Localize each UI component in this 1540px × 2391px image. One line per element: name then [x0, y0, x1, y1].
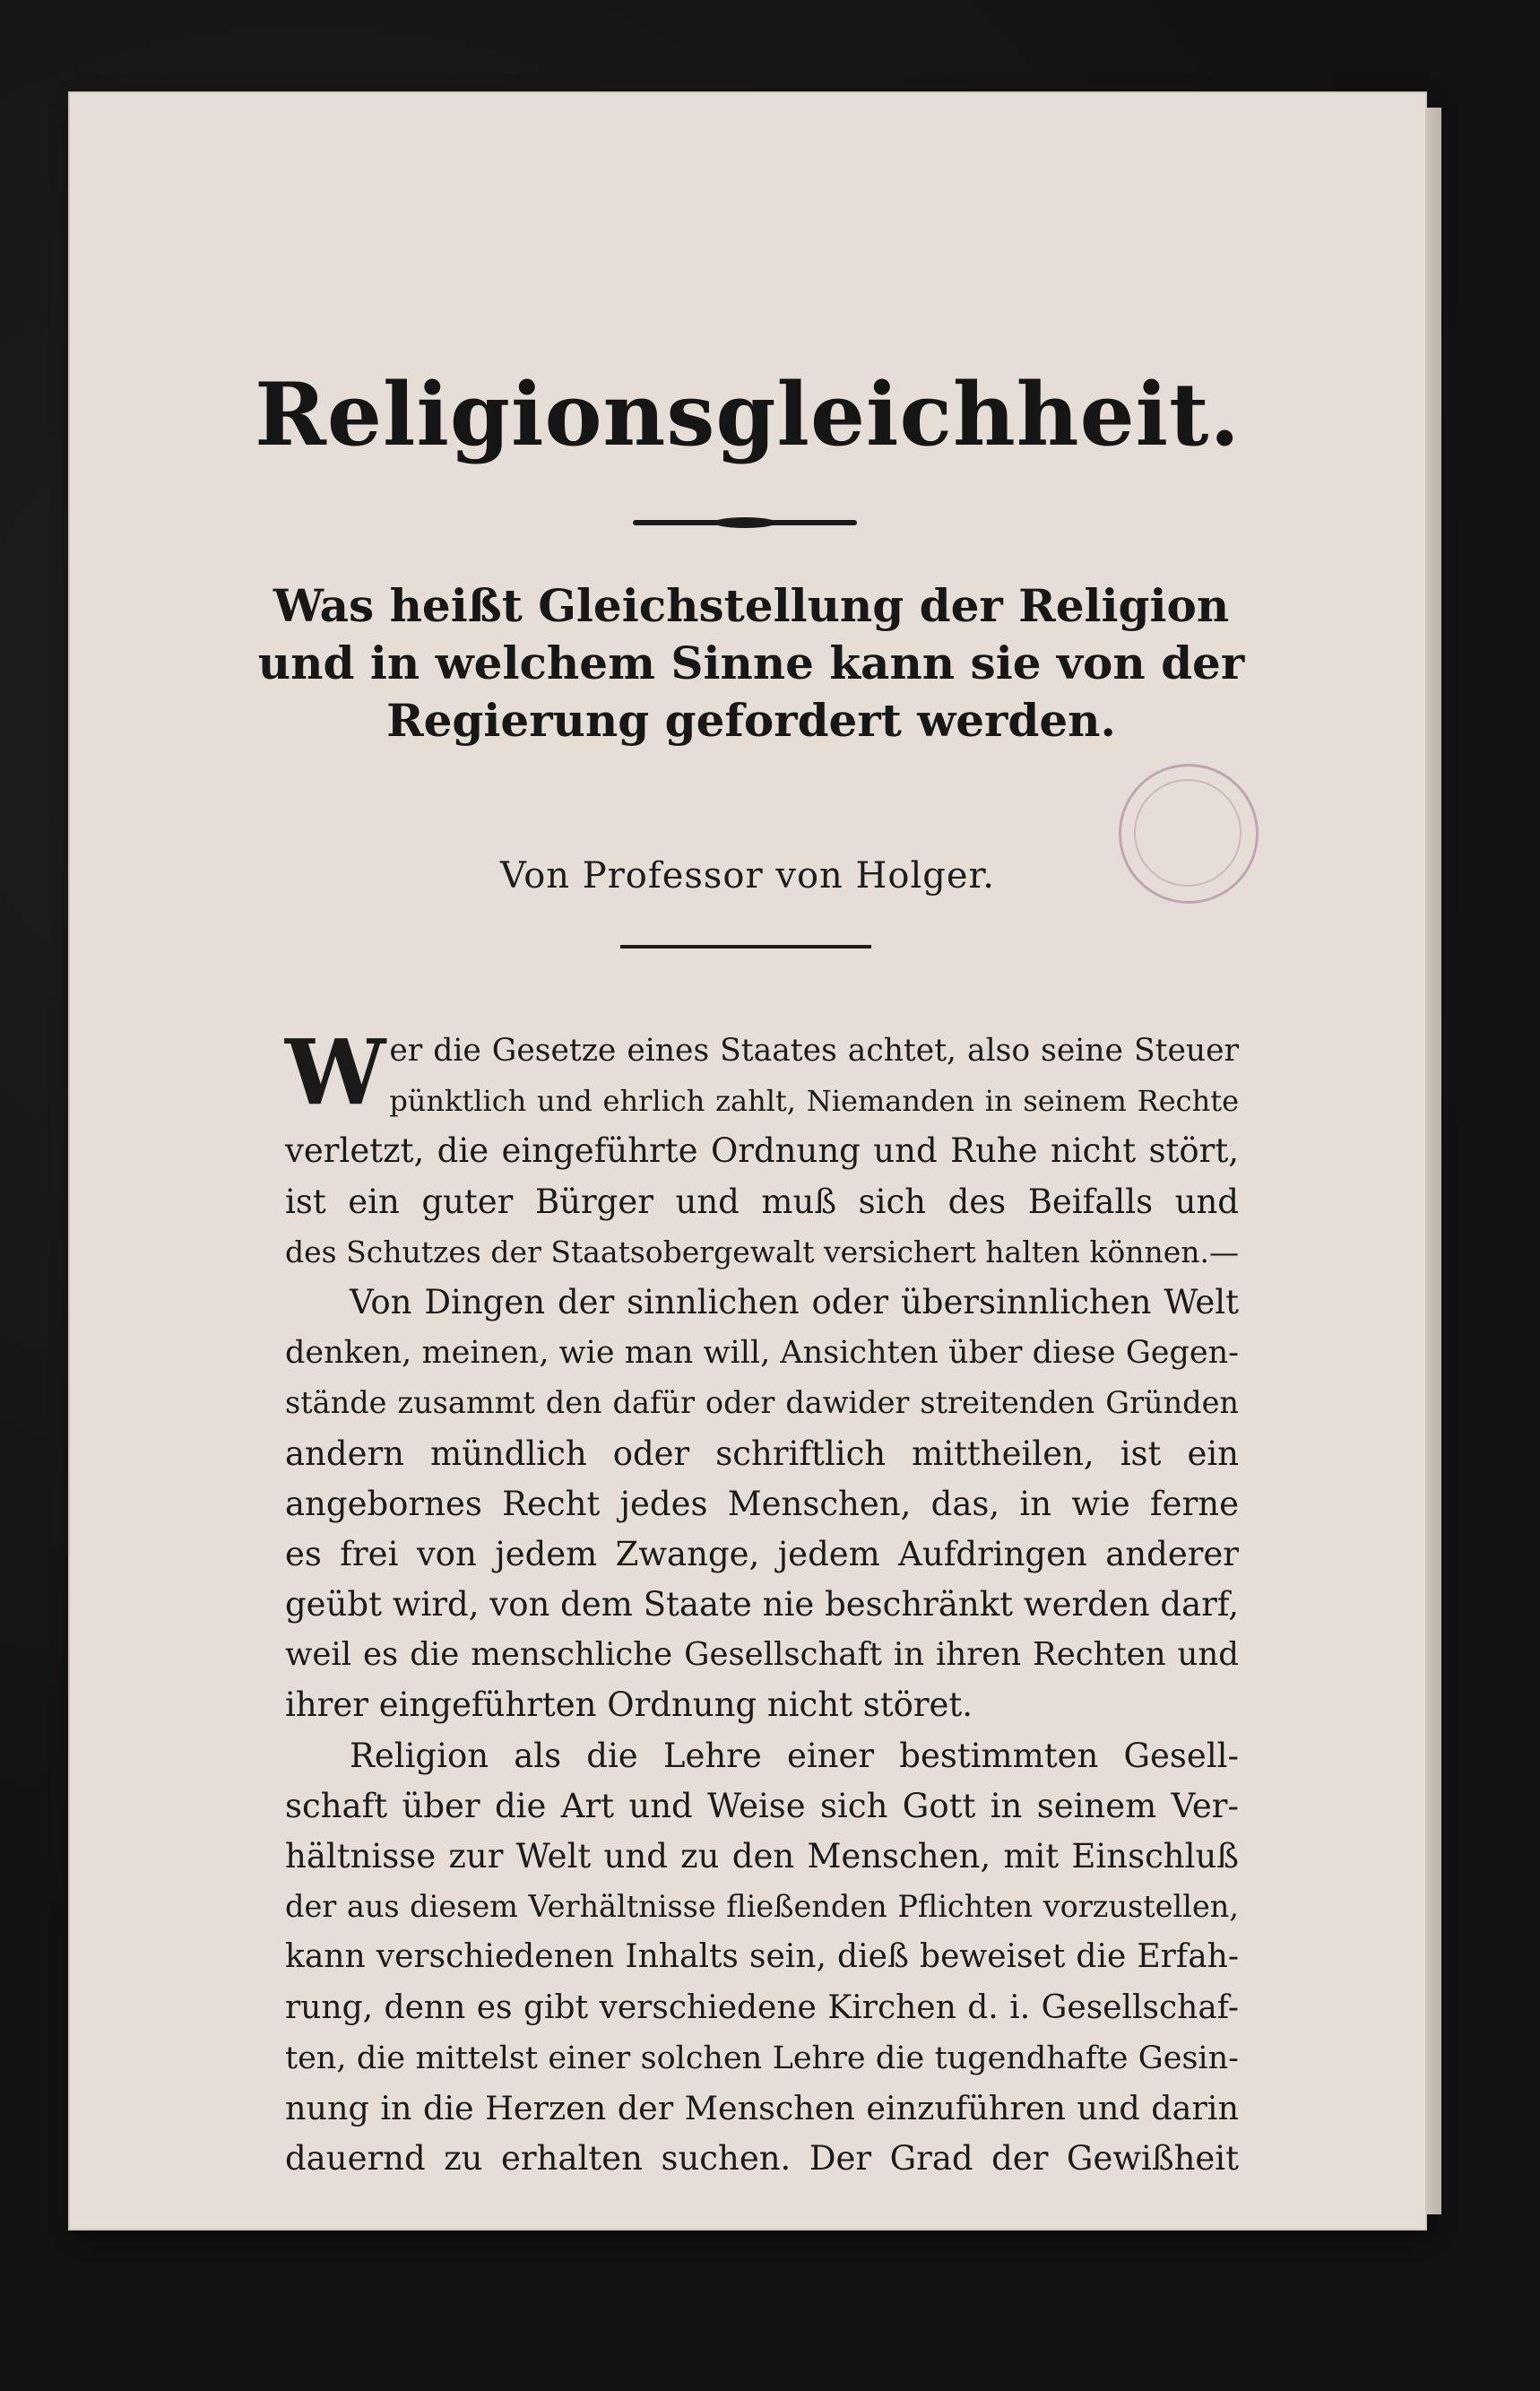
text-line: der aus diesem Verhältnisse fließenden Pflichten vorzustellen, — [285, 1889, 1239, 1925]
subtitle-line: Regierung gefordert werden. — [386, 694, 1116, 747]
ornamental-rule — [633, 520, 857, 525]
text-line: pünktlich und ehrlich zahlt, Niemanden in seinem Rechte — [389, 1084, 1239, 1119]
text-line: schaft über die Art und Weise sich Gott in seinem Ver- — [285, 1786, 1239, 1825]
text-line: nung in die Herzen der Menschen einzuführen und darin — [285, 2088, 1239, 2127]
text-line: er die Gesetze eines Staates achtet, also seine Steuer — [389, 1033, 1239, 1069]
text-line: Von Dingen der sinnlichen oder übersinnlichen Welt — [350, 1282, 1239, 1321]
subtitle — [195, 577, 1307, 749]
text-line: des Schutzes der Staatsobergewalt versichert halten können.— — [285, 1234, 1239, 1269]
text-line: hältnisse zur Welt und zu den Menschen, mit Einschluß — [285, 1837, 1239, 1876]
text-line: denken, meinen, wie man will, Ansichten über diese Gegen- — [285, 1335, 1239, 1372]
text-line: kann verschiedenen Inhalts sein, dieß beweiset die Erfah- — [285, 1938, 1239, 1976]
text-line: geübt wird, von dem Staate nie beschränkt werden darf, — [285, 1585, 1239, 1624]
text-line: Religion als die Lehre einer bestimmten Gesell- — [350, 1736, 1239, 1775]
body-text — [285, 1019, 1239, 2184]
text-line: angebornes Recht jedes Menschen, das, in wie ferne — [285, 1484, 1239, 1523]
text-line: es frei von jedem Zwange, jedem Aufdringen anderer — [285, 1534, 1239, 1573]
text-line: ist ein guter Bürger und muß sich des Beifalls und — [285, 1182, 1239, 1221]
library-stamp — [1119, 764, 1259, 904]
drop-cap: W — [285, 1019, 386, 1125]
text-line: andern mündlich oder schriftlich mittheilen, ist ein — [285, 1434, 1239, 1473]
document-page — [70, 93, 1425, 2229]
subtitle-line: und in welchem Sinne kann sie von der — [257, 637, 1245, 689]
page-title: Religionsgleichheit. — [255, 364, 1241, 465]
text-line: rung, denn es gibt verschiedene Kirchen d. i. Gesellschaf- — [285, 1988, 1239, 2026]
text-line: verletzt, die eingeführte Ordnung und Ruhe nicht stört, — [285, 1131, 1239, 1171]
text-line: ten, die mittelst einer solchen Lehre die tugendhafte Gesin- — [285, 2040, 1239, 2076]
subtitle-line: Was heißt Gleichstellung der Religion — [273, 579, 1230, 632]
text-line: weil es die menschliche Gesellschaft in ihren Rechten und — [285, 1636, 1239, 1674]
text-line: dauernd zu erhalten suchen. Der Grad der Gewißheit — [285, 2139, 1239, 2179]
divider-rule — [620, 945, 871, 949]
author-line: Von Professor von Holger. — [500, 855, 995, 897]
text-line: stände zusammt den dafür oder dawider streitenden Gründen — [285, 1385, 1239, 1421]
text-line: ihrer eingeführten Ordnung nicht störet. — [285, 1685, 973, 1725]
